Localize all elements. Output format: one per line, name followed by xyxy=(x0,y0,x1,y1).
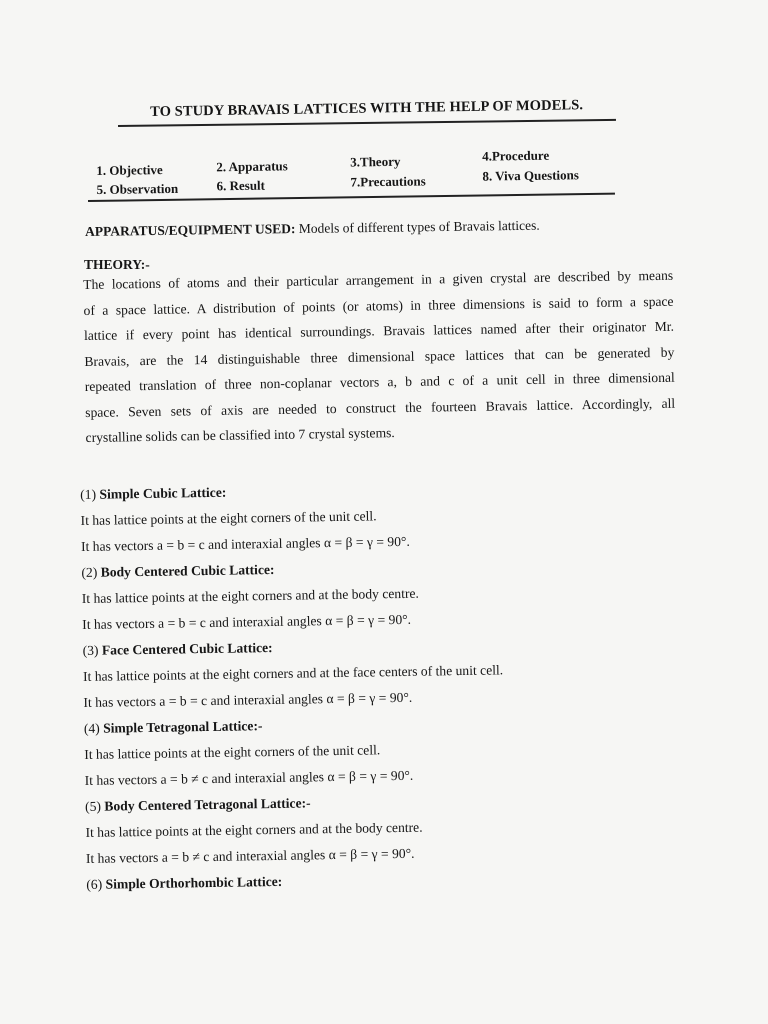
lattice-points-text: It has lattice points at the eight corners and at the body centre. xyxy=(85,819,423,840)
lattice-name: Simple Cubic Lattice: xyxy=(99,484,227,502)
contents-item-theory: 3.Theory xyxy=(350,153,401,170)
theory-heading: THEORY:- xyxy=(84,257,150,272)
apparatus-line xyxy=(85,216,685,240)
theory-line: The locations of atoms and their particular arrangement in a given crystal are described by means xyxy=(83,267,674,292)
lattice-sections xyxy=(80,473,686,898)
apparatus-label: APPARATUS/EQUIPMENT USED: xyxy=(85,221,296,239)
theory-line: repeated translation of three non-coplanar vectors a, b and c of a unit cell in three dimensional xyxy=(84,369,675,394)
lattice-vectors-text: It has vectors a = b ≠ c and interaxial angles α = β = γ = 90°. xyxy=(85,845,415,866)
lattice-vectors-text: It has vectors a = b ≠ c and interaxial angles α = β = γ = 90°. xyxy=(84,767,414,788)
theory-line: crystalline solids can be classified into 7 crystal systems. xyxy=(85,425,395,445)
lattice-points-text: It has lattice points at the eight corners of the unit cell. xyxy=(84,742,381,762)
lattice-vectors-text: It has vectors a = b = c and interaxial angles α = β = γ = 90°. xyxy=(82,611,412,632)
theory-line: lattice if every point has identical surroundings. Bravais lattices named after their originator Mr. xyxy=(83,318,675,343)
lattice-number: (6) xyxy=(86,876,103,892)
theory-paragraph xyxy=(83,263,676,451)
theory-line: Bravais, are the 14 distinguishable three dimensional space lattices that can be generated by xyxy=(84,344,675,369)
contents-item-apparatus: 2. Apparatus xyxy=(216,158,288,175)
lattice-points-text: It has lattice points at the eight corners and at the body centre. xyxy=(81,585,419,606)
lattice-points-text: It has lattice points at the eight corners and at the face centers of the unit cell. xyxy=(82,662,504,684)
lattice-number: (5) xyxy=(84,798,102,814)
contents-item-observation: 5. Observation xyxy=(96,180,179,197)
page-title: TO STUDY BRAVAIS LATTICES WITH THE HELP OF MODELS. xyxy=(150,97,584,120)
lattice-number: (4) xyxy=(83,720,100,736)
contents-table xyxy=(96,141,617,197)
lattice-name: Body Centered Tetragonal Lattice:- xyxy=(104,795,311,814)
apparatus-text: Models of different types of Bravais lattices. xyxy=(298,217,540,237)
contents-item-objective: 1. Objective xyxy=(96,162,163,178)
lattice-name: Simple Orthorhombic Lattice: xyxy=(105,873,283,892)
lattice-number: (2) xyxy=(81,564,98,580)
lattice-vectors-text: It has vectors a = b = c and interaxial angles α = β = γ = 90°. xyxy=(80,533,410,554)
contents-item-result: 6. Result xyxy=(216,177,266,194)
contents-item-viva-questions: 8. Viva Questions xyxy=(482,167,579,184)
lattice-points-text: It has lattice points at the eight corners of the unit cell. xyxy=(80,508,377,528)
lattice-name: Simple Tetragonal Lattice:- xyxy=(103,718,263,736)
theory-line: of a space lattice. A distribution of points (or atoms) in three dimensions is said to form a space xyxy=(83,293,674,318)
contents-item-precautions: 7.Precautions xyxy=(350,173,426,190)
lattice-number: (1) xyxy=(80,486,97,502)
lattice-number: (3) xyxy=(82,642,99,658)
lattice-vectors-text: It has vectors a = b = c and interaxial angles α = β = γ = 90°. xyxy=(83,689,413,710)
theory-line: space. Seven sets of axis are needed to construct the fourteen Bravais lattice. Accordingly, all xyxy=(85,395,676,420)
lattice-name: Body Centered Cubic Lattice: xyxy=(100,561,275,580)
contents-item-procedure: 4.Procedure xyxy=(482,147,550,164)
lattice-name: Face Centered Cubic Lattice: xyxy=(101,639,273,658)
